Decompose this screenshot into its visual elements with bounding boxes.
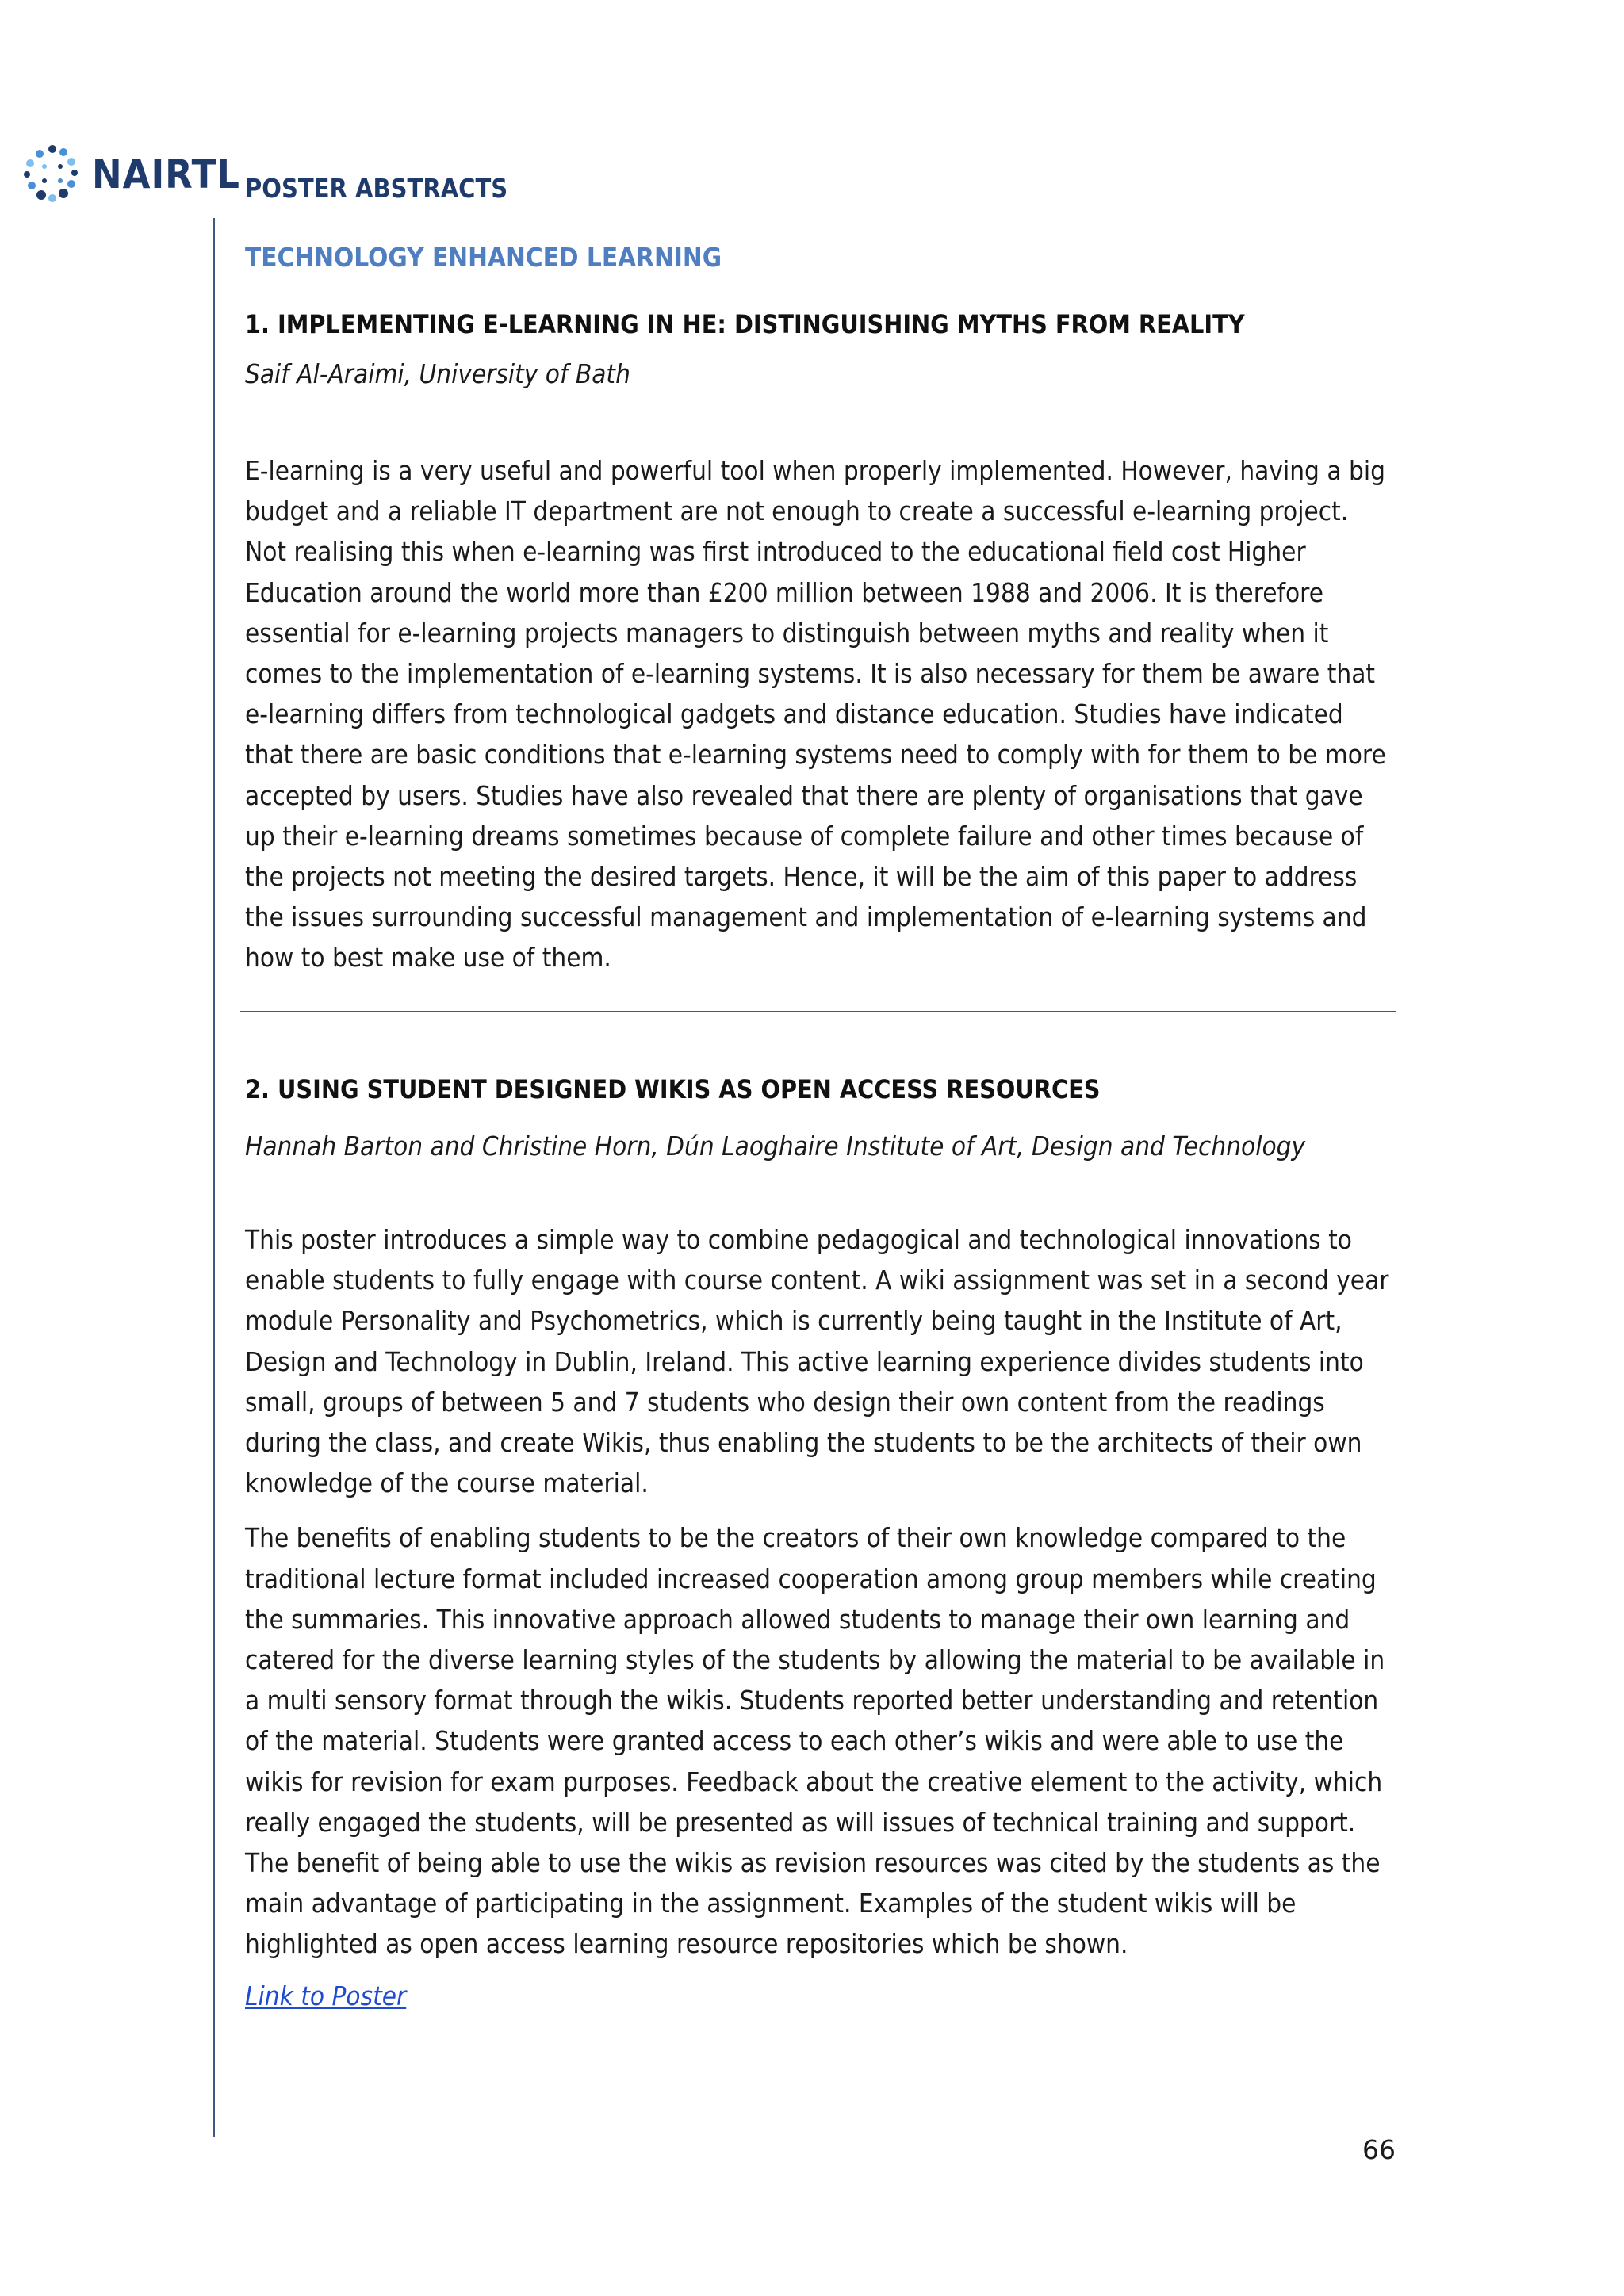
left-rule: [213, 218, 215, 2137]
abstract-2: [245, 1072, 1394, 2014]
page-number: 66: [1362, 2134, 1396, 2165]
page-content-2: [245, 1072, 1395, 2014]
page-content: [245, 242, 1395, 978]
abstract-1-paragraph: E-learning is a very useful and powerful tool when properly implemented. However, having a big budget and a reliable IT department are not enough to create a successful e-learning project. Not realising this when e-learning was first introduced to the educational field cost Higher Education around the world more than £200 million between 1988 and 2006. It is therefore essential for e-learning projects managers to distinguish between myths and reality when it comes to the implementation of e-learning systems. It is also necessary for them be aware that e-learning differs from technological gadgets and distance education. Studies have indicated that there are basic conditions that e-learning systems need to comply with for them to be more accepted by users. Studies have also revealed that there are plenty of organisations that gave up their e-learning dreams sometimes because of complete failure and other times because of the projects not meeting the desired targets. Hence, it will be the aim of this paper to address the issues surrounding successful management and implementation of e-learning systems and how to best make use of them.: [245, 455, 1386, 974]
abstract-2-title: [245, 1072, 1394, 1107]
abstract-2-link-row: [245, 1979, 1394, 2014]
section-label: POSTER ABSTRACTS: [245, 173, 508, 204]
abstract-2-paragraph-1: This poster introduces a simple way to combine pedagogical and technological innovations to enable students to fully engage with course content. A wiki assignment was set in a second year module Personality and Psychometrics, which is currently being taught in the Institute of Art, Design and Technology in Dublin, Ireland. This active learning experience divides students into small, groups of between 5 and 7 students who design their own content from the readings during the class, and create Wikis, thus enabling the students to be the architects of their own knowledge of the course material.: [245, 1224, 1389, 1499]
abstract-1: [245, 307, 1394, 978]
abstract-2-title-text: USING STUDENT DESIGNED WIKIS AS OPEN ACCESS RESOURCES: [278, 1074, 1101, 1104]
link-to-poster[interactable]: Link to Poster: [245, 1980, 407, 2011]
abstract-2-paragraph-2: The benefits of enabling students to be the creators of their own knowledge compared to the traditional lecture format included increased cooperation among group members while creating the summaries. This innovative approach allowed students to manage their own learning and catered for the diverse learning styles of the students by allowing the material to be available in a multi sensory format through the wikis. Students reported better understanding and retention of the material. Students were granted access to each other’s wikis and were able to use the wikis for revision for exam purposes. Feedback about the creative element to the activity, which really engaged the students, will be presented as will issues of technical training and support. The benefit of being able to use the wikis as revision resources was cited by the students as the main advantage of participating in the assignment. Examples of the student wikis will be highlighted as open access learning resource repositories which be shown.: [245, 1522, 1385, 1960]
content-inner-2: [245, 1072, 1394, 2014]
nairtl-logo-icon: [21, 143, 84, 206]
abstract-1-author: Saif Al-Araimi, University of Bath: [245, 358, 630, 389]
abstract-1-title: 1. IMPLEMENTING E-LEARNING IN HE: DISTINGUISHING MYTHS FROM REALITY: [245, 309, 1245, 339]
logo-text: NAIRTL: [92, 151, 240, 197]
section-divider: [240, 1011, 1396, 1012]
topic-heading: TECHNOLOGY ENHANCED LEARNING: [245, 242, 722, 273]
nairtl-logo: [21, 143, 240, 206]
content-inner: [245, 242, 1394, 978]
abstract-2-title-number: 2.: [245, 1074, 270, 1104]
abstract-2-author: Hannah Barton and Christine Horn, Dún Laoghaire Institute of Art, Design and Technology: [245, 1131, 1306, 1161]
